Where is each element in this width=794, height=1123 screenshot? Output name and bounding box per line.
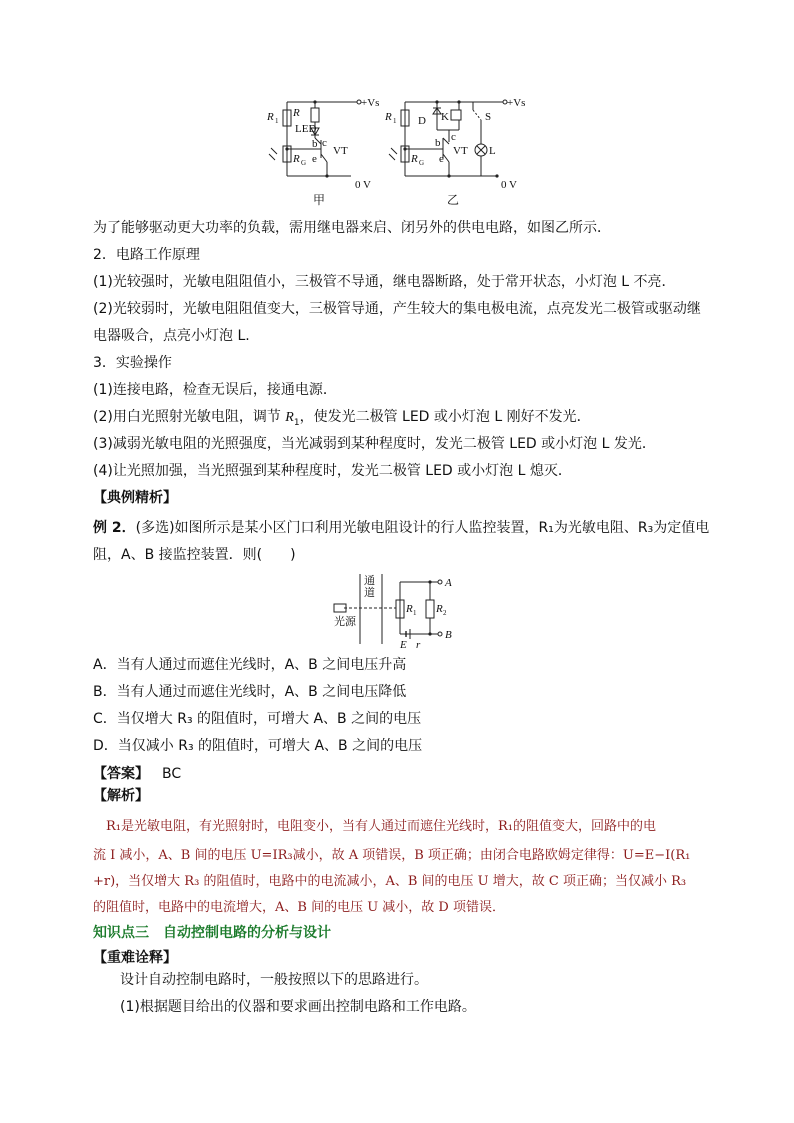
fig2-e: E	[400, 639, 407, 648]
fig1-left-r1: R	[267, 111, 274, 123]
operation-item-4: (4)让光照加强，当光照强到某种程度时，发光二极管 LED 或小灯泡 L 熄灭．	[93, 463, 572, 479]
difficulty-label: 【重难诠释】	[93, 950, 177, 966]
principle-item-2b: 电器吸合，点亮小灯泡 L.	[93, 328, 250, 344]
fig1-right-zero: 0 V	[501, 179, 517, 191]
option-b: B．当有人通过而遮住光线时，A、B 之间电压降低	[93, 684, 407, 700]
fig1-left-caption: 甲	[313, 193, 326, 207]
example-line-2: 阻，A、B 接监控装置．则( )	[93, 547, 296, 563]
fig1-left-zero: 0 V	[355, 179, 371, 191]
design-line-2: (1)根据题目给出的仪器和要求画出控制电路和工作电路。	[120, 999, 476, 1015]
analysis-line-4: 的阻值时，电路中的电流增大，A、B 间的电压 U 减小，故 D 项错误．	[93, 900, 505, 915]
operation-item-1: (1)连接电路，检查无误后，接通电源．	[93, 382, 337, 398]
fig2-b: B	[445, 629, 452, 641]
fig1-left-vs: +Vs	[361, 97, 380, 109]
analysis-label: 【解析】	[93, 788, 149, 804]
fig2-r1: R	[406, 603, 413, 615]
design-line-1: 设计自动控制电路时，一般按照以下的思路进行。	[120, 972, 428, 988]
fig1-right-l: L	[489, 145, 496, 157]
analysis-line-1: R₁是光敏电阻，有光照射时，电阻变小，当有人通过而遮住光线时，R₁的阻值变大，回路中的电	[106, 819, 656, 834]
fig2-source: 光源	[334, 616, 356, 628]
fig1-right-d: D	[418, 115, 426, 127]
fig2-r1-sub: 1	[413, 609, 417, 617]
operation-item-2-sub: 1	[293, 417, 300, 428]
heading-principle: 2．电路工作原理	[93, 247, 200, 263]
option-d: D．当仅减小 R₃ 的阻值时，可增大 A、B 之间的电压	[93, 738, 423, 754]
knowledge-point-3: 知识点三 自动控制电路的分析与设计	[93, 925, 331, 941]
fig1-left-c: c	[322, 137, 327, 149]
fig2-r2-sub: 2	[443, 609, 447, 617]
example-text-1: (多选)如图所示是某小区门口利用光敏电阻设计的行人监控装置，R₁为光敏电阻、R₃为定值电	[135, 520, 710, 536]
analysis-line-2: 流 I 减小，A、B 间的电压 U=IR₃减小，故 A 项错误，B 项正确；由闭合电路欧姆定律得：U=E−I(R₁	[93, 848, 691, 863]
example-line-1	[93, 518, 709, 538]
fig2-channel-2: 道	[364, 587, 375, 599]
fig1-left-rg: R	[293, 153, 300, 165]
fig1-right-e: e	[439, 153, 444, 165]
fig1-right-r1-sub: 1	[393, 117, 397, 125]
paragraph-relay: 为了能够驱动更大功率的负载，需用继电器来启、闭另外的供电电路，如图乙所示．	[93, 220, 611, 236]
fig2-r: r	[416, 639, 421, 648]
fig1-right-caption: 乙	[447, 193, 460, 207]
answer-label: 【答案】	[93, 766, 149, 782]
operation-item-2-post: ，使发光二极管 LED 或小灯泡 L 刚好不发光．	[299, 409, 591, 425]
fig1-right-vt: VT	[453, 145, 468, 157]
operation-item-2	[93, 407, 591, 433]
option-c: C．当仅增大 R₃ 的阻值时，可增大 A、B 之间的电压	[93, 711, 422, 727]
fig1-left-e: e	[312, 153, 317, 165]
fig2-channel-1: 通	[364, 575, 375, 587]
answer-value: BC	[162, 766, 182, 782]
fig1-right-r1: R	[385, 111, 392, 123]
principle-item-1: (1)光较强时，光敏电阻阻值小，三极管不导通，继电器断路，处于常开状态，小灯泡 L 不亮．	[93, 274, 676, 290]
heading-operation: 3．实验操作	[93, 355, 172, 371]
fig1-left-r-top: R	[293, 107, 300, 119]
fig2-a: A	[445, 577, 452, 589]
fig1-left-vt: VT	[333, 145, 348, 157]
operation-item-3: (3)减弱光敏电阻的光照强度，当光减弱到某种程度时，发光二极管 LED 或小灯泡 L 发光．	[93, 436, 656, 452]
example-label: 例 2．	[93, 520, 136, 536]
operation-item-2-pre: (2)用白光照射光敏电阻，调节	[93, 409, 286, 425]
fig1-left-b: b	[312, 138, 318, 150]
figure-monitor	[330, 572, 470, 648]
fig1-left-rg-sub: G	[301, 159, 307, 167]
fig1-left-led: LED	[295, 123, 317, 135]
section-example: 【典例精析】	[93, 490, 177, 506]
figure-circuits	[255, 88, 545, 208]
fig1-left-r1-sub: 1	[275, 117, 279, 125]
option-a: A．当有人通过而遮住光线时，A、B 之间电压升高	[93, 657, 407, 673]
operation-item-2-r: R	[285, 410, 294, 425]
analysis-line-3: +r)，当仅增大 R₃ 的阻值时，电路中的电流减小，A、B 间的电压 U 增大，故 C 项正确；当仅减小 R₃	[93, 874, 687, 889]
fig1-right-b: b	[435, 137, 441, 149]
fig2-r2: R	[436, 603, 443, 615]
fig1-right-s: S	[485, 111, 492, 123]
fig1-right-rg: R	[411, 153, 418, 165]
principle-item-2a: (2)光较弱时，光敏电阻阻值变大，三极管导通，产生较大的集电极电流，点亮发光二极管或驱动继	[93, 301, 701, 317]
fig1-right-c: c	[451, 131, 456, 143]
fig1-right-vs: +Vs	[507, 97, 526, 109]
fig1-right-k: K	[441, 111, 449, 123]
fig1-right-rg-sub: G	[419, 159, 425, 167]
